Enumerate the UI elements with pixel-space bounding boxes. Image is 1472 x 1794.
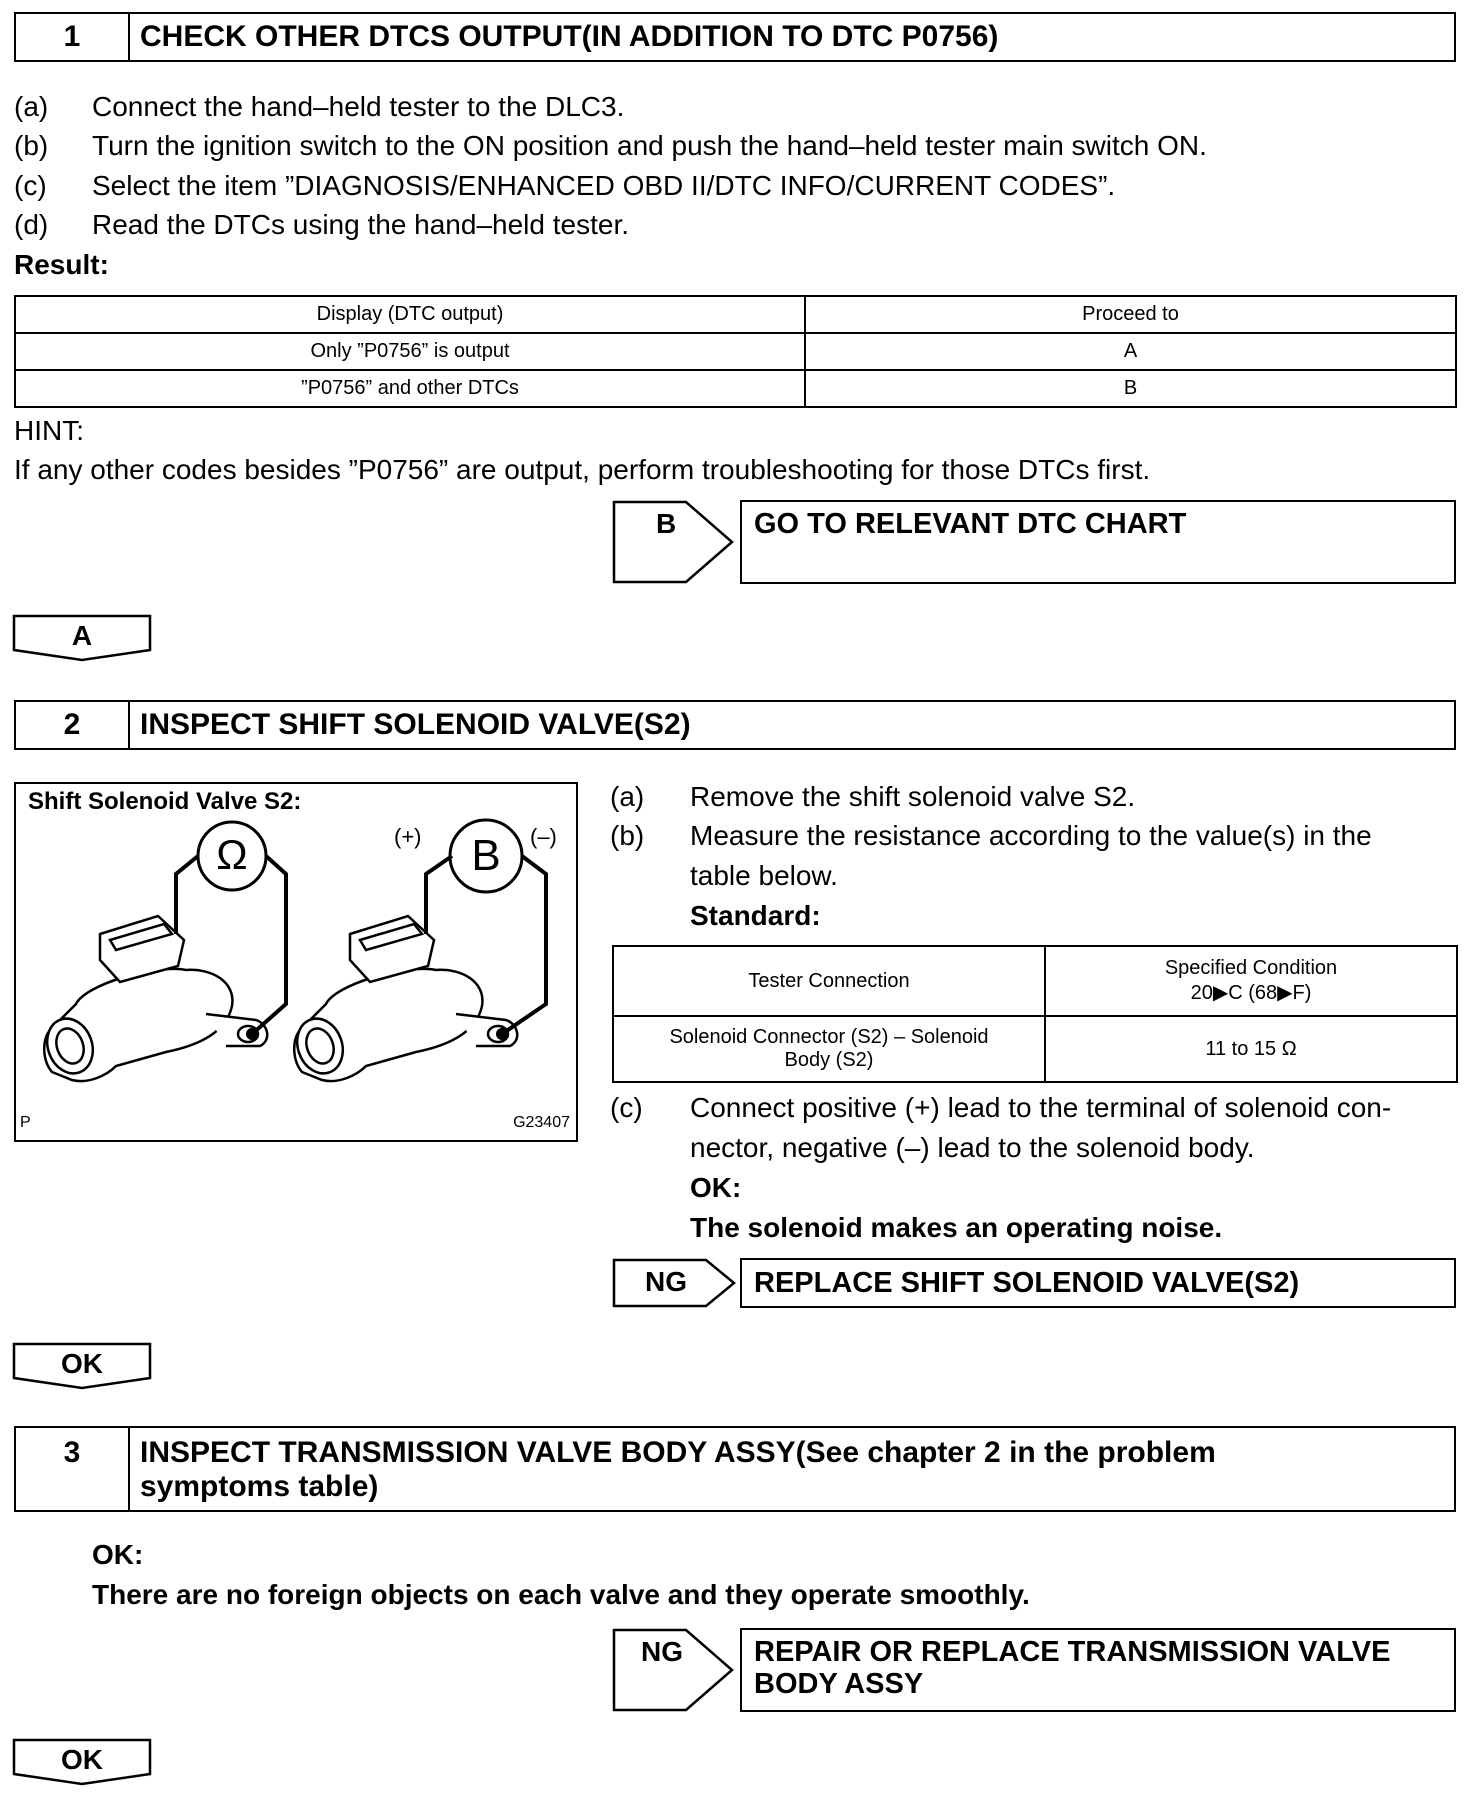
table-row bbox=[15, 370, 1456, 407]
next-step-label: OK bbox=[61, 1744, 103, 1775]
table-cell: B bbox=[805, 370, 1456, 407]
figure-code: G23407 bbox=[513, 1114, 570, 1131]
table-row bbox=[613, 1016, 1457, 1082]
table-header: Tester Connection bbox=[613, 946, 1045, 1016]
step2-header bbox=[14, 700, 1456, 750]
step3-header bbox=[14, 1426, 1456, 1512]
item-text-d: Read the DTCs using the hand–held tester. bbox=[92, 209, 630, 240]
step-title: CHECK OTHER DTCS OUTPUT(IN ADDITION TO DTC P0756) bbox=[140, 20, 999, 53]
ok-label: OK: bbox=[92, 1539, 144, 1570]
connection-line1: Solenoid Connector (S2) – Solenoid bbox=[669, 1026, 989, 1048]
next-step-label: A bbox=[71, 620, 93, 651]
branch-destination-line2: BODY ASSY bbox=[754, 1668, 924, 1700]
ok-label: OK: bbox=[690, 1172, 742, 1203]
connection-line2: Body (S2) bbox=[784, 1049, 874, 1071]
branch-destination: REPLACE SHIFT SOLENOID VALVE(S2) bbox=[740, 1258, 1456, 1308]
hint-text: If any other codes besides ”P0756” are output, perform troubleshooting for those DTCs first. bbox=[14, 454, 1151, 485]
item-text-b-line2: table below. bbox=[690, 860, 838, 891]
result-label: Result: bbox=[14, 249, 109, 280]
item-text-c: Select the item ”DIAGNOSIS/ENHANCED OBD II/DTC INFO/CURRENT CODES”. bbox=[92, 170, 1116, 201]
item-marker-b: (b) bbox=[610, 820, 645, 851]
result-table bbox=[14, 295, 1457, 408]
standard-table bbox=[612, 945, 1458, 1083]
step-title-line1: INSPECT TRANSMISSION VALVE BODY ASSY(See chapter 2 in the problem bbox=[140, 1436, 1216, 1469]
table-header: Proceed to bbox=[805, 296, 1456, 333]
table-row bbox=[15, 333, 1456, 370]
branch-label: NG bbox=[641, 1636, 683, 1667]
table-header: Display (DTC output) bbox=[15, 296, 805, 333]
item-marker-c: (c) bbox=[14, 170, 47, 201]
plus-label: (+) bbox=[394, 824, 422, 849]
item-marker-b: (b) bbox=[14, 130, 49, 161]
table-header bbox=[1045, 946, 1457, 1016]
next-step-label: OK bbox=[61, 1348, 103, 1379]
spec-condition-line1: Specified Condition bbox=[1164, 957, 1338, 979]
item-text-b-line1: Measure the resistance according to the value(s) in the bbox=[690, 820, 1372, 851]
battery-symbol: B bbox=[471, 831, 501, 880]
figure-corner-left: P bbox=[20, 1114, 31, 1131]
item-marker-c: (c) bbox=[610, 1092, 643, 1123]
branch-destination-line1: REPAIR OR REPLACE TRANSMISSION VALVE bbox=[754, 1636, 1391, 1668]
ohm-symbol: Ω bbox=[216, 831, 248, 878]
branch-label: B bbox=[656, 508, 677, 539]
table-header-row bbox=[15, 296, 1456, 333]
table-header-row bbox=[613, 946, 1457, 1016]
minus-label: (–) bbox=[530, 824, 557, 849]
step-number: 3 bbox=[16, 1428, 130, 1510]
ok-text: The solenoid makes an operating noise. bbox=[690, 1212, 1223, 1243]
step-number: 1 bbox=[16, 14, 130, 60]
step-number: 2 bbox=[16, 702, 130, 748]
step1-header bbox=[14, 12, 1456, 62]
figure-title: Shift Solenoid Valve S2: bbox=[28, 788, 302, 815]
item-marker-d: (d) bbox=[14, 209, 49, 240]
table-cell: Only ”P0756” is output bbox=[15, 333, 805, 370]
table-cell: 11 to 15 Ω bbox=[1045, 1016, 1457, 1082]
branch-destination bbox=[740, 1628, 1456, 1712]
standard-label: Standard: bbox=[690, 900, 821, 931]
branch-destination: GO TO RELEVANT DTC CHART bbox=[740, 500, 1456, 584]
item-text-a: Connect the hand–held tester to the DLC3. bbox=[92, 91, 625, 122]
step-title-line2: symptoms table) bbox=[140, 1470, 379, 1503]
item-marker-a: (a) bbox=[14, 91, 49, 122]
item-marker-a: (a) bbox=[610, 781, 645, 812]
step-title: INSPECT SHIFT SOLENOID VALVE(S2) bbox=[140, 708, 691, 741]
spec-condition-line2: 20▶C (68▶F) bbox=[1190, 982, 1312, 1004]
solenoid-diagram bbox=[14, 782, 578, 1142]
hint-label: HINT: bbox=[14, 415, 84, 446]
item-text-a: Remove the shift solenoid valve S2. bbox=[690, 781, 1136, 812]
table-cell: ”P0756” and other DTCs bbox=[15, 370, 805, 407]
item-text-c-line1: Connect positive (+) lead to the terminal of solenoid con- bbox=[690, 1092, 1392, 1123]
item-text-c-line2: nector, negative (–) lead to the solenoid body. bbox=[690, 1132, 1255, 1163]
branch-label: NG bbox=[645, 1266, 687, 1297]
table-cell: A bbox=[805, 333, 1456, 370]
table-cell bbox=[613, 1016, 1045, 1082]
ok-text: There are no foreign objects on each valve and they operate smoothly. bbox=[92, 1579, 1030, 1610]
item-text-b: Turn the ignition switch to the ON position and push the hand–held tester main switch ON. bbox=[92, 130, 1207, 161]
